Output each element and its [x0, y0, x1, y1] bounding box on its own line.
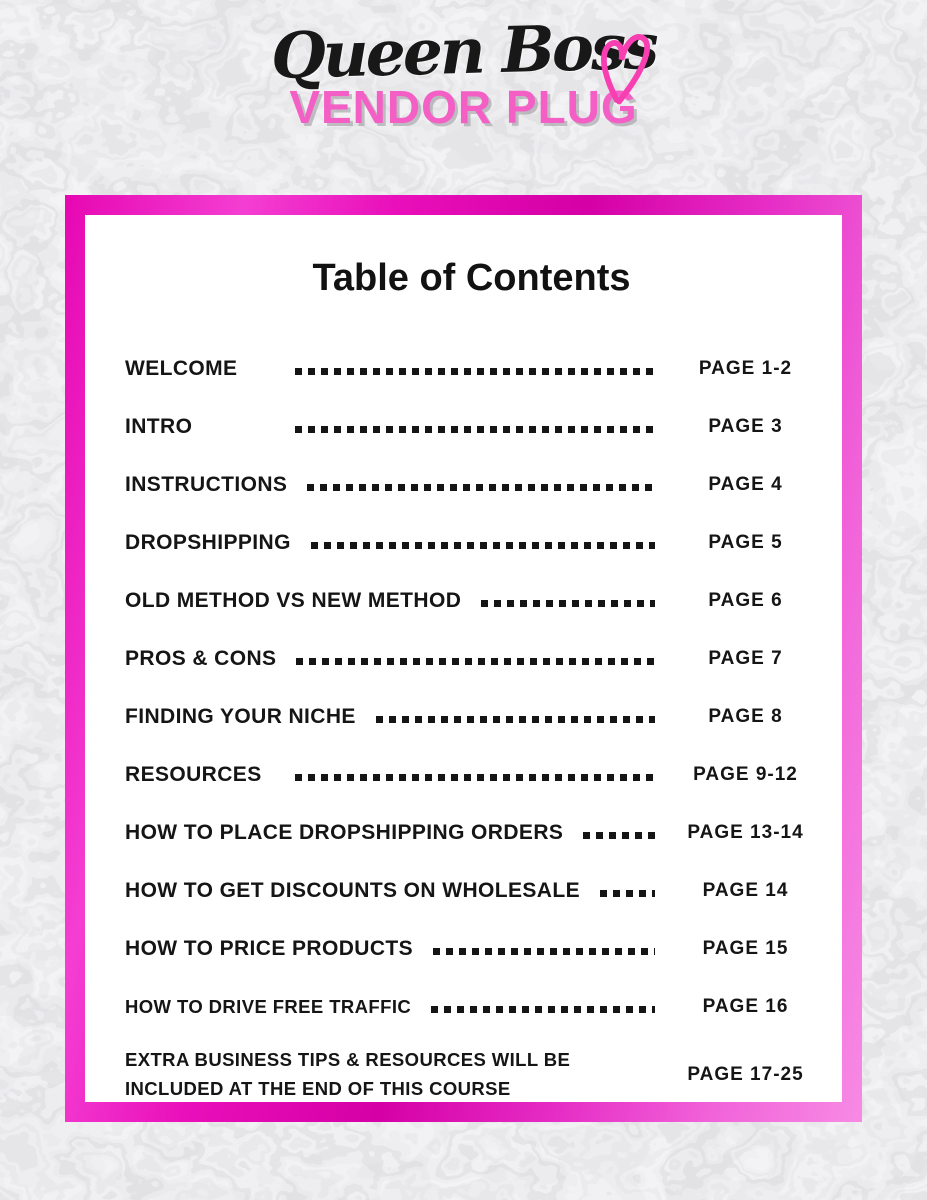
toc-entry-page: PAGE 9-12	[693, 764, 798, 785]
toc-entry	[125, 688, 818, 746]
dot-leader	[295, 426, 655, 433]
dot-leader	[376, 716, 655, 723]
toc-entry-label: INTRO	[125, 415, 193, 438]
toc-entry	[125, 920, 818, 978]
toc-entry	[125, 572, 818, 630]
toc-entry-label: PROS & CONS	[125, 647, 277, 670]
dot-leader	[307, 484, 655, 491]
toc-entry	[125, 340, 818, 398]
toc-entry	[125, 456, 818, 514]
toc-entry-page: PAGE 7	[708, 648, 783, 669]
toc-entry-page: PAGE 8	[708, 706, 783, 727]
toc-entry-label: FINDING YOUR NICHE	[125, 705, 356, 728]
toc-entry-label: RESOURCES	[125, 763, 262, 786]
toc-entry-label: HOW TO PRICE PRODUCTS	[125, 937, 414, 960]
page-title: Table of Contents	[312, 257, 631, 299]
toc-entry	[125, 804, 818, 862]
brand-script-text: Queen Boss	[270, 8, 657, 94]
toc-entry-label: EXTRA BUSINESS TIPS & RESOURCES WILL BE INCLUDED AT THE END OF THIS COURSE	[125, 1049, 571, 1099]
content-frame	[65, 195, 862, 1122]
toc-list	[125, 340, 818, 1114]
content-inner	[85, 215, 842, 1102]
brand-bold-text: VENDOR PLUG	[289, 81, 638, 134]
toc-entry-label: WELCOME	[125, 357, 238, 380]
toc-entry-page: PAGE 15	[702, 938, 789, 959]
toc-entry	[125, 978, 818, 1036]
dot-leader	[625, 1074, 655, 1081]
dot-leader	[600, 890, 655, 897]
toc-entry-page: PAGE 14	[702, 880, 789, 901]
toc-entry-label: OLD METHOD VS NEW METHOD	[125, 589, 462, 612]
toc-entry	[125, 746, 818, 804]
toc-entry	[125, 514, 818, 572]
toc-entry-label: DROPSHIPPING	[125, 531, 291, 554]
toc-entry-page: PAGE 4	[708, 474, 783, 495]
toc-entry-page: PAGE 13-14	[687, 822, 804, 843]
dot-leader	[431, 1006, 655, 1013]
toc-entry	[125, 1036, 818, 1114]
toc-entry-label: INSTRUCTIONS	[125, 473, 288, 496]
toc-entry-page: PAGE 17-25	[687, 1064, 804, 1085]
heart-icon	[596, 24, 654, 110]
toc-entry-page: PAGE 1-2	[698, 358, 793, 379]
toc-entry-page: PAGE 5	[708, 532, 783, 553]
dot-leader	[295, 368, 655, 375]
dot-leader	[296, 658, 655, 665]
toc-entry-label: HOW TO GET DISCOUNTS ON WHOLESALE	[125, 879, 580, 902]
toc-entry-page: PAGE 6	[708, 590, 783, 611]
dot-leader	[481, 600, 655, 607]
toc-entry	[125, 630, 818, 688]
toc-entry	[125, 398, 818, 456]
dot-leader	[433, 948, 655, 955]
dot-leader	[583, 832, 655, 839]
brand-logo	[0, 8, 927, 134]
toc-entry-page: PAGE 3	[708, 416, 783, 437]
dot-leader	[295, 774, 655, 781]
toc-entry-label: HOW TO DRIVE FREE TRAFFIC	[125, 996, 412, 1017]
toc-entry-page: PAGE 16	[702, 996, 789, 1017]
dot-leader	[311, 542, 655, 549]
toc-entry-label: HOW TO PLACE DROPSHIPPING ORDERS	[125, 821, 564, 844]
toc-entry	[125, 862, 818, 920]
